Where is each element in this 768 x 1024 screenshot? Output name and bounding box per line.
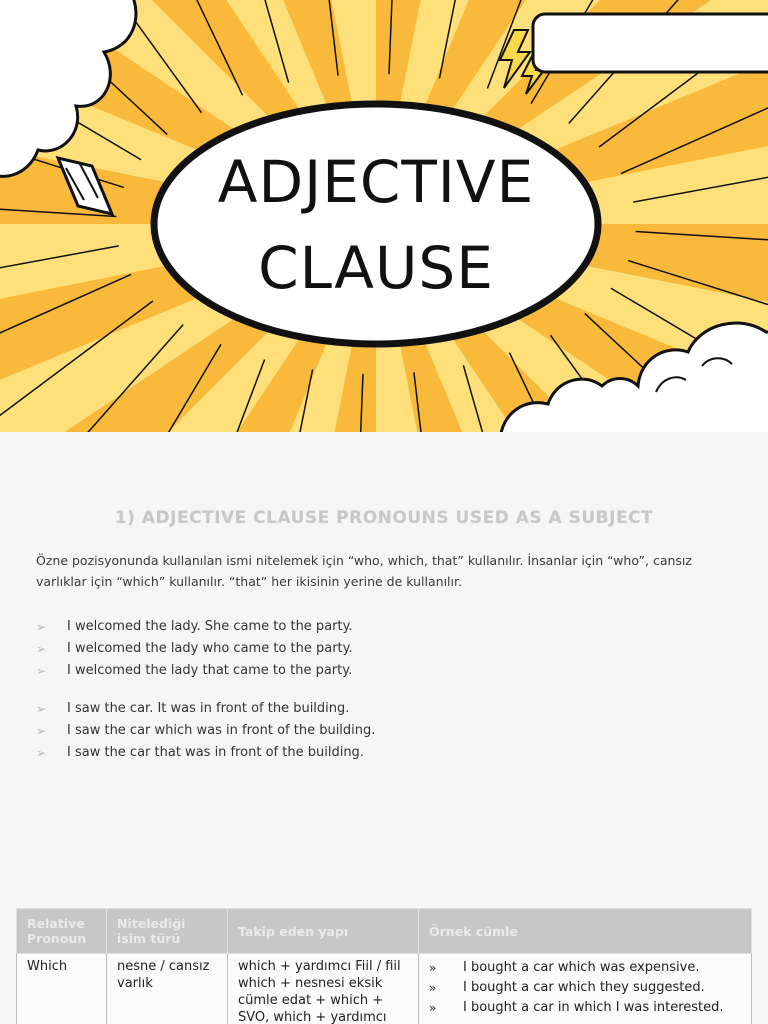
pronoun-table (16, 908, 752, 1024)
header-relative-pronoun: Relative Pronoun (17, 909, 107, 954)
list-item: ➢ I welcomed the lady who came to the party. (36, 638, 353, 660)
cell-pronoun: Which (17, 954, 107, 1024)
header-noun-type: Nitelediği isim türü (107, 909, 228, 954)
intro-paragraph: Özne pozisyonunda kullanılan ismi nitelemek için “who, which, that” kullanılır. İnsanlar için “who”, cansız varlıklar için “which” kullanılır. “that” her ikisinin yerine de kullanılır. (36, 553, 692, 589)
pronoun-table-wrap (16, 908, 754, 1024)
title-line-2: CLAUSE (258, 234, 494, 302)
section-heading: 1) ADJECTIVE CLAUSE PRONOUNS USED AS A SUBJECT (114, 508, 654, 528)
bullet-arrow-icon: ➢ (36, 746, 47, 760)
list-item: ➢ I welcomed the lady that came to the party. (36, 660, 353, 682)
table-row (17, 954, 752, 1024)
list-item: ➢ I saw the car that was in front of the building. (36, 742, 375, 764)
list-item: ➢ I saw the car. It was in front of the building. (36, 698, 375, 720)
page-title (218, 139, 534, 311)
bullet-arrow-icon: ➢ (36, 702, 47, 716)
cell-structure: which + yardımcı Fiil / fiil which + nesnesi eksik cümle edat + which + SVO, which + yardımcı (228, 954, 419, 1024)
title-oval (152, 103, 600, 347)
example-list-1 (36, 616, 353, 682)
list-item: ➢ I welcomed the lady. She came to the party. (36, 616, 353, 638)
list-item: ➢ I saw the car which was in front of the building. (36, 720, 375, 742)
example-marker-icon: » (429, 961, 437, 975)
cover-banner (0, 0, 768, 432)
header-structure: Takip eden yapı (228, 909, 419, 954)
table-header-row (17, 909, 752, 954)
title-line-1: ADJECTIVE (217, 148, 535, 216)
scanned-page (0, 432, 768, 1024)
example-item: » I bought a car which they suggested. (429, 978, 741, 998)
bullet-arrow-icon: ➢ (36, 642, 47, 656)
example-marker-icon: » (429, 1001, 437, 1015)
example-list-2 (36, 698, 375, 764)
bullet-arrow-icon: ➢ (36, 664, 47, 678)
blank-label-box (533, 14, 768, 72)
example-item: » I bought a car in which I was interested. (429, 998, 741, 1018)
example-item: » I bought a car which was expensive. (429, 958, 741, 978)
header-example: Örnek cümle (419, 909, 752, 954)
bullet-arrow-icon: ➢ (36, 724, 47, 738)
bullet-arrow-icon: ➢ (36, 620, 47, 634)
cell-examples (419, 954, 752, 1024)
example-marker-icon: » (429, 981, 437, 995)
cell-type: nesne / cansız varlık (107, 954, 228, 1024)
